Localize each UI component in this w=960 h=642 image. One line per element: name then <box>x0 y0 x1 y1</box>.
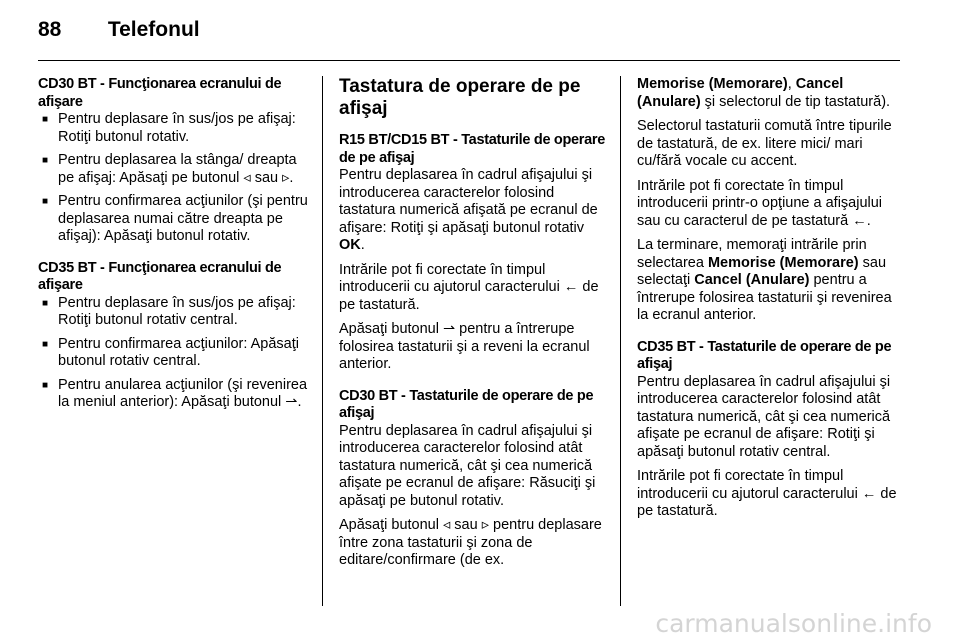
memorise-label: Memorise (Memorare) <box>707 254 859 271</box>
text: Pentru deplasarea în cadrul afişajului şi introducerea caracterelor folosind tastatura numerică afişată pe ecranul de afişare: Rotiţi şi apăsaţi butonul rotativ <box>339 167 598 236</box>
section-title: Tastatura de operare de pe afişaj <box>339 76 581 119</box>
paragraph <box>637 237 905 325</box>
cancel-label: Cancel (Anulare) <box>637 76 844 110</box>
section-heading: R15 BT/CD15 BT - Tastaturile de operare de pe afişaj <box>339 132 606 166</box>
section-r15-keyboard <box>339 132 607 374</box>
text: La terminare, memoraţi intrările prin selectarea <box>637 237 867 271</box>
text: şi selectorul de tip tastatură). <box>700 93 891 110</box>
section-heading: CD30 BT - Tastaturile de operare de pe afişaj <box>339 387 594 421</box>
text: sau selectaţi <box>637 254 887 288</box>
section-heading: CD35 BT - Funcţionarea ecranului de afişare <box>38 259 282 293</box>
page-number: 88 <box>38 18 62 41</box>
header-rule <box>38 60 900 61</box>
section-heading: CD35 BT - Tastaturile de operare de pe afişaj <box>637 338 892 372</box>
watermark: carmanualsonline.info <box>655 609 932 638</box>
paragraph <box>339 167 607 255</box>
list-item: ■ Pentru deplasarea la stânga/ dreapta pe afişaj: Apăsaţi pe butonul ◃ sau ▹. <box>38 152 310 187</box>
cancel-label: Cancel (Anulare) <box>694 272 810 288</box>
page-title: Telefonul <box>107 18 200 41</box>
paragraph <box>637 76 905 111</box>
column-divider-1 <box>322 76 323 606</box>
paragraph: Pentru deplasarea în cadrul afişajului şi introducerea caracterelor folosind atât tastatura numerică, cât şi cea numerică afişate pe ecranul de afişare: Răsuciţi şi apăsaţi pe butonul rotativ. <box>339 422 596 509</box>
text: pentru a întrerupe folosirea tastaturii şi revenirea la ecranul anterior. <box>637 272 892 323</box>
list-item: ■ Pentru deplasare în sus/jos pe afişaj: Rotiţi butonul rotativ central. <box>38 295 310 330</box>
list-item: ■ Pentru anularea acţiunilor (şi revenirea la meniul anterior): Apăsaţi butonul ⇀. <box>38 377 310 412</box>
column-1 <box>38 76 310 426</box>
column-2 <box>339 76 607 584</box>
section-cd30-keyboard <box>339 388 607 570</box>
column-3 <box>637 76 905 535</box>
paragraph: Intrările pot fi corectate în timpul introducerii cu ajutorul caracterului ← de pe tastatură. <box>637 468 897 519</box>
bullet-list <box>38 295 310 412</box>
paragraph: Intrările pot fi corectate în timpul introducerii cu ajutorul caracterului ← de pe tastatură. <box>339 261 599 313</box>
paragraph: Pentru deplasarea în cadrul afişajului şi introducerea caracterelor folosind atât tastatura numerică, cât şi cea numerică afişate pe ecranul de afişare: Rotiţi şi apăsaţi butonul rotativ central. <box>637 373 891 460</box>
text: . <box>360 237 365 253</box>
text: , <box>787 76 796 92</box>
ok-label: OK <box>339 237 361 253</box>
paragraph: Intrările pot fi corectate în timpul introducerii printr-o opţiune a afişajului sau cu caracterul de pe tastatură ←. <box>637 177 883 229</box>
list-item: ■ Pentru confirmarea acţiunilor: Apăsaţi butonul rotativ central. <box>38 336 310 371</box>
paragraph: Apăsaţi butonul ◃ sau ▹ pentru deplasare între zona tastaturii şi zona de editare/confirmare (de ex. <box>339 517 602 568</box>
bullet-list <box>38 111 310 246</box>
section-cd30-display <box>38 76 310 246</box>
column-divider-2 <box>620 76 621 606</box>
section-heading: CD30 BT - Funcţionarea ecranului de afişare <box>38 76 282 110</box>
page-header <box>38 18 200 42</box>
list-item: ■ Pentru deplasare în sus/jos pe afişaj: Rotiţi butonul rotativ. <box>38 111 310 146</box>
list-item: ■ Pentru confirmarea acţiunilor (şi pentru deplasarea numai către dreapta pe afişaj): Apăsaţi butonul rotativ. <box>38 193 310 246</box>
paragraph: Apăsaţi butonul ⇀ pentru a întrerupe folosirea tastaturii şi a reveni la ecranul anterior. <box>339 321 590 372</box>
section-cd35-keyboard <box>637 339 905 521</box>
memorise-label: Memorise (Memorare) <box>637 76 788 92</box>
section-cd35-display <box>38 260 310 412</box>
paragraph: Selectorul tastaturii comută între tipurile de tastatură, de ex. litere mici/ mari cu/fără vocale cu accent. <box>637 118 892 169</box>
